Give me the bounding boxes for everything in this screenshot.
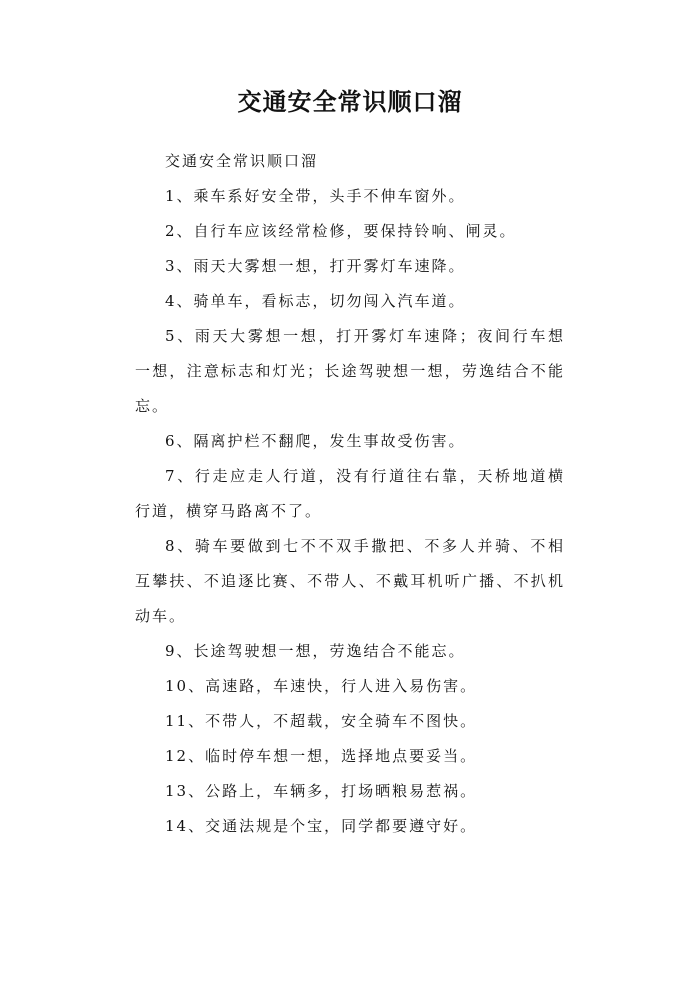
rhyme-item-9: 9、长途驾驶想一想，劳逸结合不能忘。	[165, 642, 466, 660]
rhyme-item-4: 4、骑单车，看标志，切勿闯入汽车道。	[165, 292, 466, 310]
document-title: 交通安全常识顺口溜	[237, 88, 463, 116]
rhyme-item-3: 3、雨天大雾想一想，打开雾灯车速降。	[165, 257, 466, 275]
rhyme-item-10: 10、高速路，车速快，行人进入易伤害。	[165, 677, 478, 695]
rhyme-item-8: 8、骑车要做到七不不双手撒把、不多人并骑、不相互攀扶、不追逐比赛、不带人、不戴耳机听广播、不扒机动车。	[135, 537, 565, 625]
rhyme-item-5: 5、雨天大雾想一想，打开雾灯车速降；夜间行车想一想，注意标志和灯光；长途驾驶想一想，劳逸结合不能忘。	[135, 327, 565, 415]
rhyme-item-6: 6、隔离护栏不翻爬，发生事故受伤害。	[165, 432, 466, 450]
rhyme-item-12: 12、临时停车想一想，选择地点要妥当。	[165, 747, 478, 765]
rhyme-item-14: 14、交通法规是个宝，同学都要遵守好。	[165, 817, 478, 835]
document-body	[135, 144, 565, 844]
rhyme-item-1: 1、乘车系好安全带，头手不伸车窗外。	[165, 187, 466, 205]
rhyme-item-7: 7、行走应走人行道，没有行道往右靠，天桥地道横行道，横穿马路离不了。	[135, 467, 565, 520]
rhyme-item-13: 13、公路上，车辆多，打场晒粮易惹祸。	[165, 782, 478, 800]
document-subtitle: 交通安全常识顺口溜	[165, 152, 319, 170]
rhyme-item-2: 2、自行车应该经常检修，要保持铃响、闸灵。	[165, 222, 517, 240]
rhyme-item-11: 11、不带人，不超载，安全骑车不图快。	[165, 712, 478, 730]
